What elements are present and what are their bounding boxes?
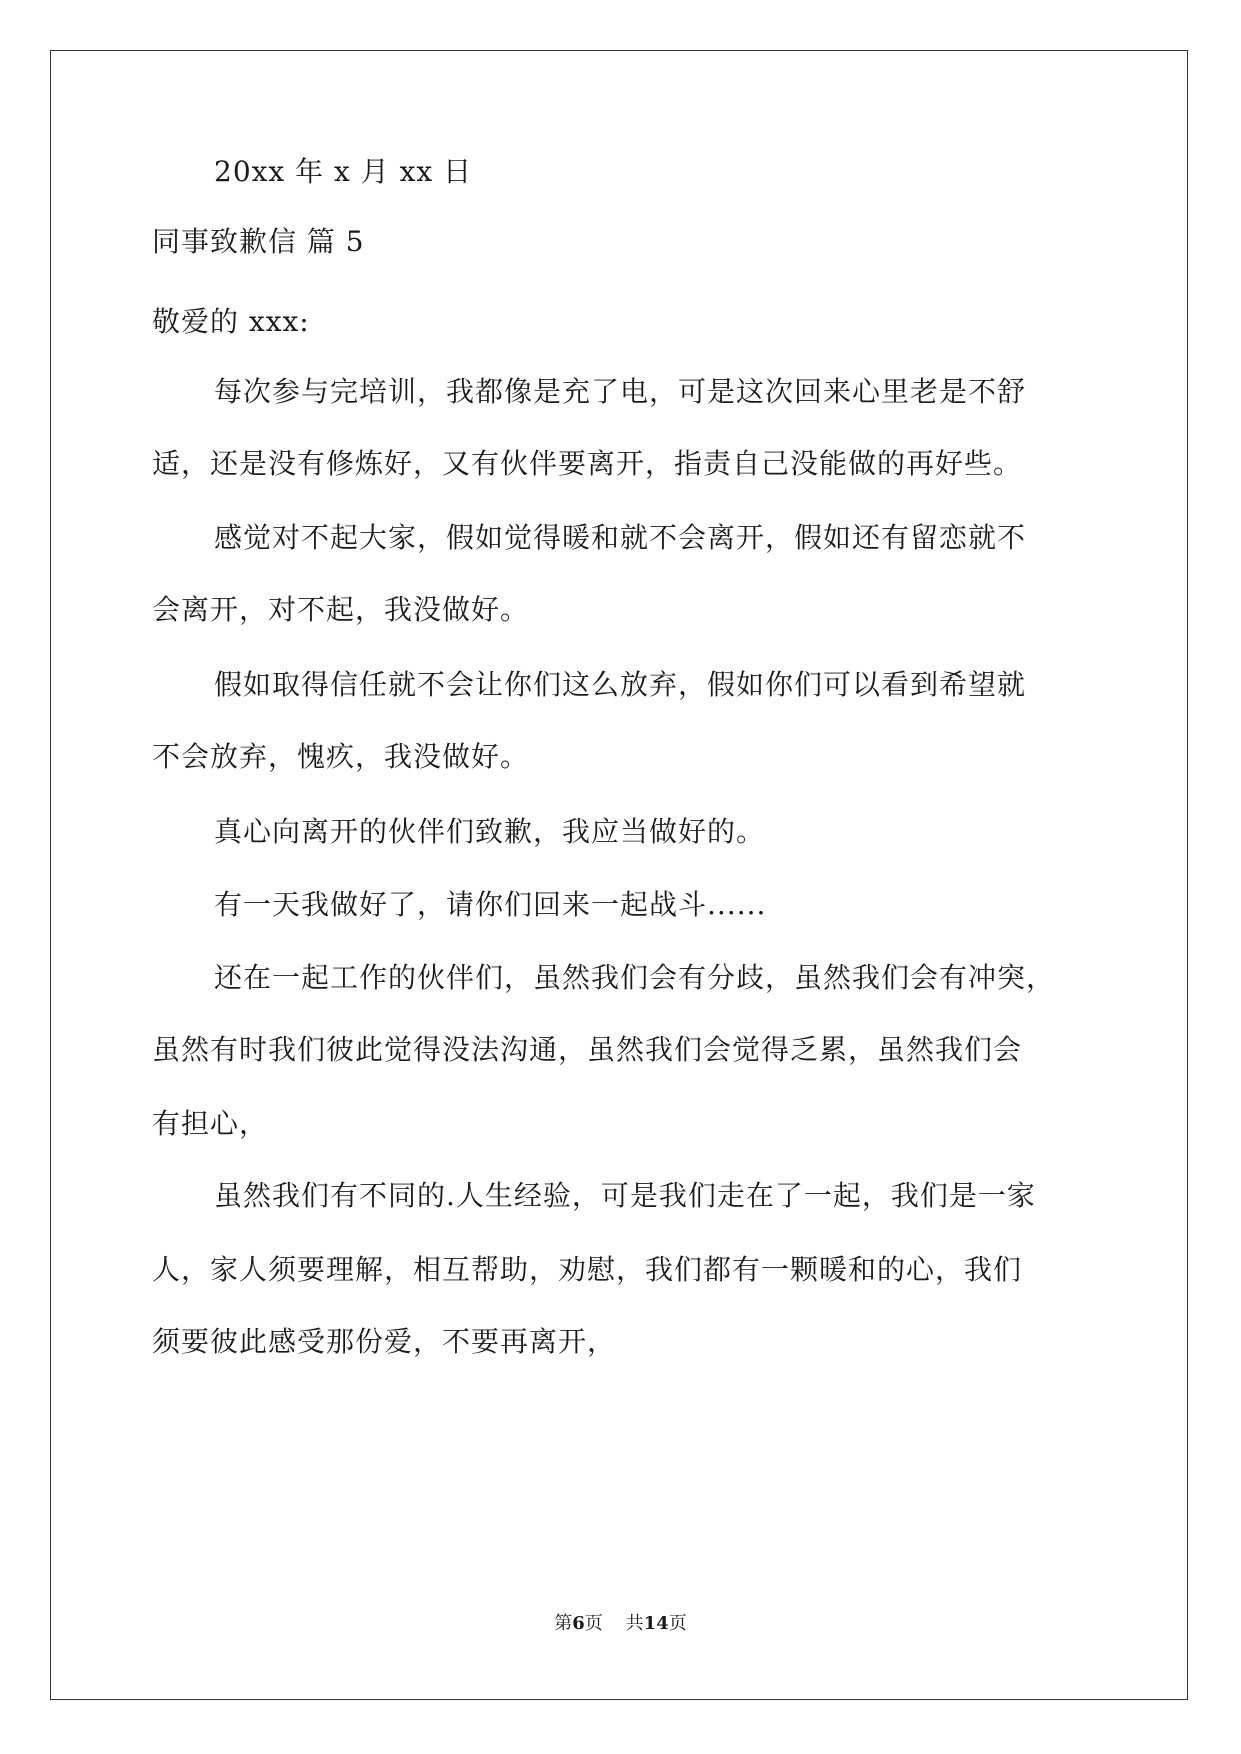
footer-total-prefix: 共 <box>625 1613 644 1634</box>
paragraph-line: 不会放弃，愧疚，我没做好。 <box>152 740 530 773</box>
paragraph-line: 每次参与完培训，我都像是充了电，可是这次回来心里老是不舒 <box>214 375 1027 408</box>
date-line: 20xx 年 x 月 xx 日 <box>214 155 473 188</box>
paragraph-line: 适，还是没有修炼好，又有伙伴要离开，指责自己没能做的再好些。 <box>152 447 1023 480</box>
paragraph-line: 真心向离开的伙伴们致歉，我应当做好的。 <box>214 815 766 848</box>
footer-page-prefix: 第 <box>554 1613 573 1634</box>
paragraph-line: 虽然有时我们彼此觉得没法沟通，虽然我们会觉得乏累，虽然我们会 <box>152 1033 1023 1066</box>
paragraph-line: 感觉对不起大家，假如觉得暖和就不会离开，假如还有留恋就不 <box>214 521 1027 554</box>
footer-page-total: 14 <box>643 1613 669 1634</box>
salutation: 敬爱的 xxx: <box>152 305 310 338</box>
paragraph-line: 须要彼此感受那份爱，不要再离开， <box>152 1325 617 1358</box>
paragraph-line: 假如取得信任就不会让你们这么放弃，假如你们可以看到希望就 <box>214 668 1027 701</box>
paragraph-line: 有担心， <box>152 1107 269 1140</box>
paragraph-line: 虽然我们有不同的.人生经验，可是我们走在了一起，我们是一家 <box>214 1179 1036 1212</box>
footer-page-suffix: 页 <box>584 1613 603 1634</box>
paragraph-line: 还在一起工作的伙伴们，虽然我们会有分歧，虽然我们会有冲突， <box>214 961 1056 994</box>
page-border <box>50 50 1188 1700</box>
paragraph-line: 会离开，对不起，我没做好。 <box>152 593 530 626</box>
page-footer <box>0 1612 1241 1636</box>
footer-page-current: 6 <box>572 1613 585 1634</box>
footer-total-suffix: 页 <box>668 1613 687 1634</box>
section-title: 同事致歉信 篇 5 <box>152 225 365 258</box>
paragraph-line: 有一天我做好了，请你们回来一起战斗...... <box>214 888 767 921</box>
paragraph-line: 人，家人须要理解，相互帮助，劝慰，我们都有一颗暖和的心，我们 <box>152 1253 1023 1286</box>
